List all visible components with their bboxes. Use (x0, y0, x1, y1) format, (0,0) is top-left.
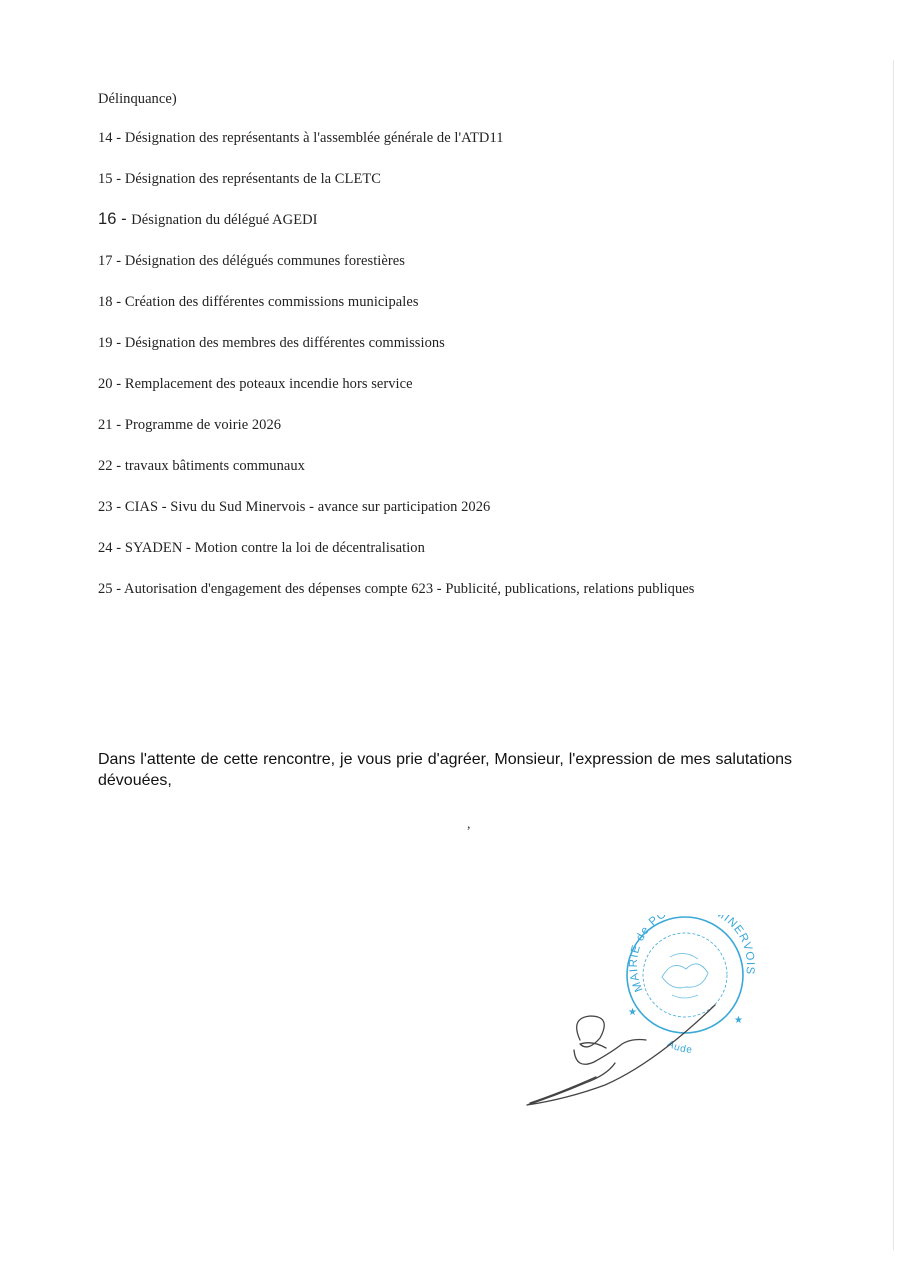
agenda-item (98, 416, 281, 434)
agenda-item (98, 334, 445, 352)
item-separator: - (112, 130, 125, 146)
mairie-stamp (627, 915, 756, 1056)
stray-mark: , (467, 817, 471, 832)
item-number: 15 (98, 171, 113, 187)
item-number: 18 (98, 294, 113, 310)
item-separator: - (116, 210, 132, 228)
item-text: Désignation des délégués communes forestières (124, 253, 405, 269)
item-text: travaux bâtiments communaux (124, 458, 305, 474)
agenda-item (98, 170, 381, 188)
item-number: 21 (98, 417, 113, 433)
continuation-text: Délinquance) (98, 91, 177, 107)
item-separator: - (112, 417, 125, 433)
item-number: 19 (98, 335, 113, 351)
stamp-text-bottom: Aude (665, 1038, 694, 1056)
item-number: 24 (98, 540, 113, 556)
item-separator: - (112, 458, 125, 474)
item-separator: - (112, 581, 125, 597)
item-text: Désignation des représentants à l'assemblée générale de l'ATD11 (124, 130, 504, 146)
item-number: 16 (98, 210, 117, 228)
agenda-item (98, 580, 694, 598)
item-number: 25 (98, 581, 113, 597)
item-number: 23 (98, 499, 113, 515)
item-text: Autorisation d'engagement des dépenses compte 623 - Publicité, publications, relations publiques (124, 581, 695, 597)
agenda-item (98, 539, 425, 557)
item-text: Création des différentes commissions municipales (124, 294, 419, 310)
agenda-item (98, 293, 419, 311)
item-number: 14 (98, 130, 113, 146)
agenda-item (98, 375, 413, 393)
svg-text:Aude (665, 1038, 693, 1055)
item-number: 20 (98, 376, 113, 392)
item-text: Désignation des membres des différentes commissions (124, 335, 445, 351)
item-number: 17 (98, 253, 113, 269)
item-separator: - (112, 376, 125, 392)
item-text: Remplacement des poteaux incendie hors service (124, 376, 413, 392)
svg-text:★: ★ (628, 1007, 637, 1018)
item-text: Désignation des représentants de la CLETC (124, 171, 381, 187)
closing-paragraph: Dans l'attente de cette rencontre, je vous prie d'agréer, Monsieur, l'expression de mes salutations dévouées, (98, 751, 792, 789)
item-text: CIAS - Sivu du Sud Minervois - avance sur participation 2026 (124, 499, 491, 515)
stamp-and-signature (520, 915, 760, 1115)
item-separator: - (112, 171, 125, 187)
agenda-item (98, 129, 504, 147)
item-text: SYADEN - Motion contre la loi de décentralisation (124, 540, 425, 556)
stamp-signature-graphic (520, 915, 760, 1115)
stamp-text-top: MAIRIE de PO INERVOIS (627, 915, 757, 994)
item-text: Désignation du délégué AGEDI (131, 212, 318, 228)
item-separator: - (112, 294, 125, 310)
agenda-item (98, 498, 490, 516)
item-separator: - (112, 335, 125, 351)
item-number: 22 (98, 458, 113, 474)
agenda-item (98, 210, 318, 229)
agenda-item (98, 457, 305, 475)
page-edge (893, 60, 894, 1250)
item-separator: - (112, 499, 125, 515)
item-separator: - (112, 540, 125, 556)
agenda-item (98, 252, 405, 270)
svg-text:★: ★ (734, 1015, 743, 1026)
item-separator: - (112, 253, 125, 269)
item-text: Programme de voirie 2026 (124, 417, 282, 433)
svg-text:MAIRIE de POUZOLS MINERVOIS (628, 915, 756, 993)
